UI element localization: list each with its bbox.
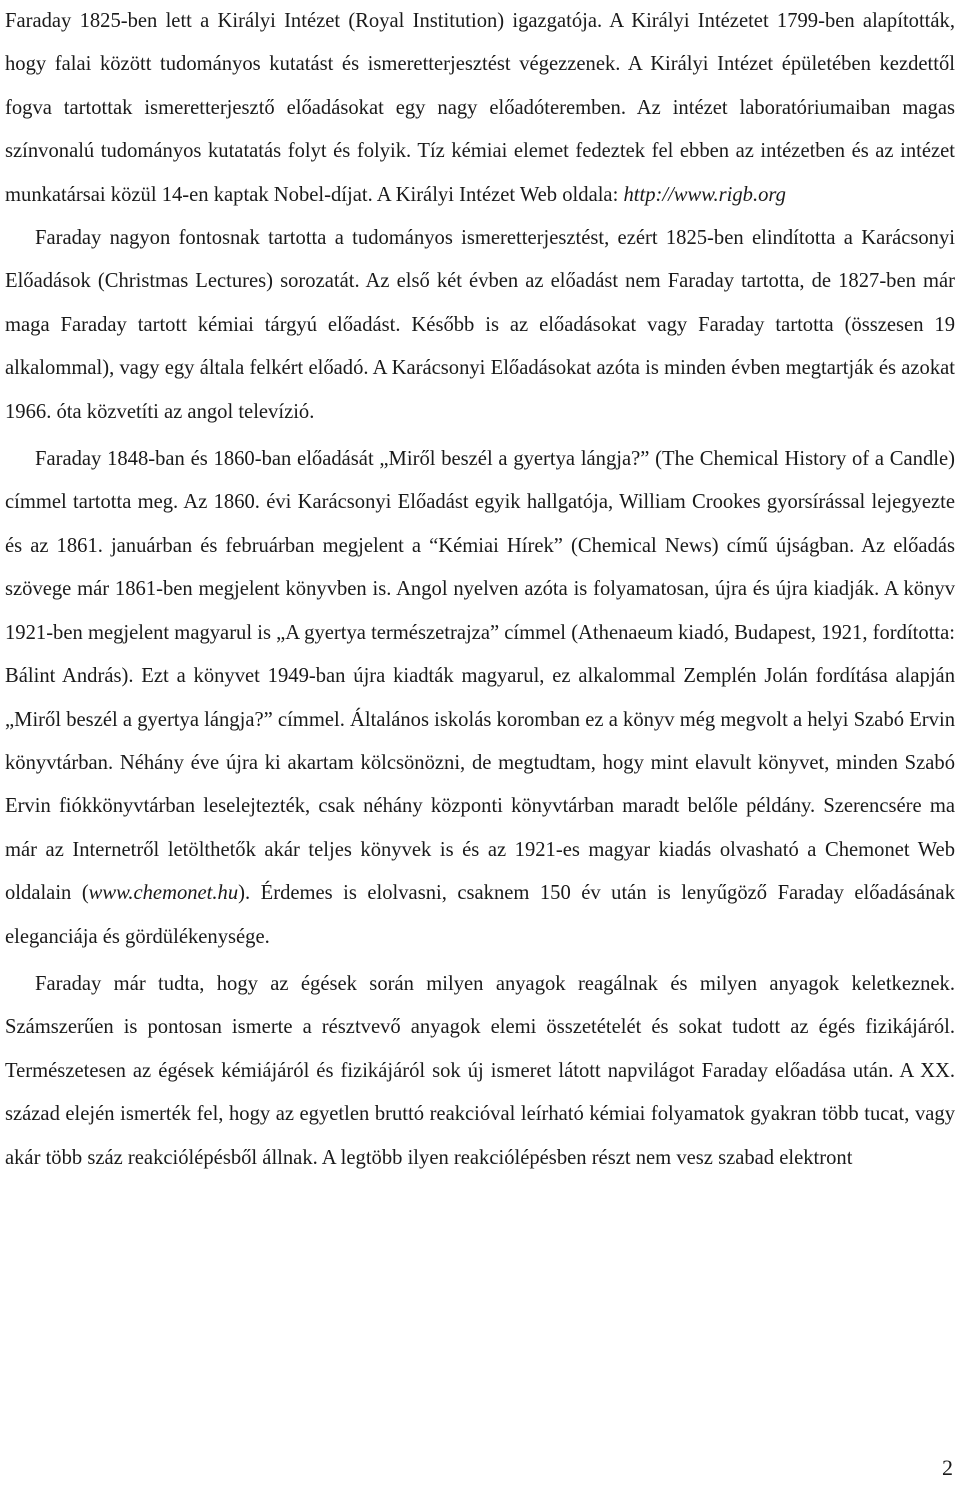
paragraph-text: Faraday 1825-ben lett a Királyi Intézet (Royal Institution) igazgatója. A Királyi Intézetet 1799-ben alapították, hogy falai között tudományos kutatást és ismeretterjesztést végezzenek. A Királyi Intézet épületében kezdettől fogva tartottak ismeretterjesztő előadásokat egy nagy előadóteremben. Az intézet laboratóriumaiban magas színvonalú tudományos kutatatás folyt és folyik. Tíz kémiai elemet fedeztek fel ebben az intézetben és az intézet munkatársai közül 14-en kaptak Nobel-díjat. A Királyi Intézet Web oldala:: [5, 10, 955, 206]
paragraph-christmas-lectures: [5, 217, 955, 434]
paragraph-text: ). Érdemes is elolvasni, csaknem 150 év után is lenyűgöző Faraday előadásának eleganciája és gördülékenysége.: [5, 882, 955, 948]
chemonet-link[interactable]: www.chemonet.hu: [88, 882, 239, 905]
page-number: 2: [942, 1455, 953, 1480]
paragraph-text: Faraday nagyon fontosnak tartotta a tudományos ismeretterjesztést, ezért 1825-ben elindította a Karácsonyi Előadások (Christmas Lectures) sorozatát. Az első két évben az előadást nem Faraday tartotta, de 1827-ben már maga Faraday tartott kémiai tárgyú előadást. Később is az előadásokat vagy Faraday tartotta (összesen 19 alkalommal), vagy egy általa felkért előadó. A Karácsonyi Előadásokat azóta is minden évben megtartják és azokat 1966. óta közvetíti az angol televízió.: [5, 227, 955, 423]
paragraph-text: Faraday 1848-ban és 1860-ban előadását „Miről beszél a gyertya lángja?” (The Chemical History of a Candle) címmel tartotta meg. Az 1860. évi Karácsonyi Előadást egyik hallgatója, William Crookes gyorsírással lejegyezte és az 1861. januárban és februárban megjelent a “Kémiai Hírek” (Chemical News) című újságban. Az előadás szövege már 1861-ben megjelent könyvben is. Angol nyelven azóta is folyamatosan, újra és újra kiadják. A könyv 1921-ben megjelent magyarul is „A gyertya természetrajza” címmel (Athenaeum kiadó, Budapest, 1921, fordította: Bálint András). Ezt a könyvet 1949-ban újra kiadták magyarul, ez alkalommal Zemplén Jolán fordítása alapján „Miről beszél a gyertya lángja?” címmel. Általános iskolás koromban ez a könyv még megvolt a helyi Szabó Ervin könyvtárban. Néhány éve újra ki akartam kölcsönözni, de megtudtam, hogy mint elavult könyvet, minden Szabó Ervin fiókkönyvtárban leselejtezték, csak néhány központi könyvtárban maradt belőle példány. Szerencsére ma már az Internetről letölthetők akár teljes könyvek is és az 1921-es magyar kiadás olvasható a Chemonet Web oldalain (: [5, 448, 955, 905]
paragraph-candle-book: [5, 438, 955, 959]
document-page: [5, 0, 955, 1180]
paragraph-royal-institution: [5, 0, 955, 217]
rigb-link[interactable]: http://www.rigb.org: [623, 183, 786, 206]
paragraph-combustion: [5, 963, 955, 1180]
paragraph-text: Faraday már tudta, hogy az égések során milyen anyagok reagálnak és milyen anyagok keletkeznek. Számszerűen is pontosan ismerte a résztvevő anyagok elemi összetételét és sokat tudott az égés fizikájáról. Természetesen az égések kémiájáról és fizikájáról sok új ismeret látott napvilágot Faraday előadása után. A XX. század elején ismerték fel, hogy az egyetlen bruttó reakcióval leírható kémiai folyamatok gyakran több tucat, vagy akár több száz reakciólépésből állnak. A legtöbb ilyen reakciólépésben részt nem vesz szabad elektront: [5, 972, 955, 1169]
